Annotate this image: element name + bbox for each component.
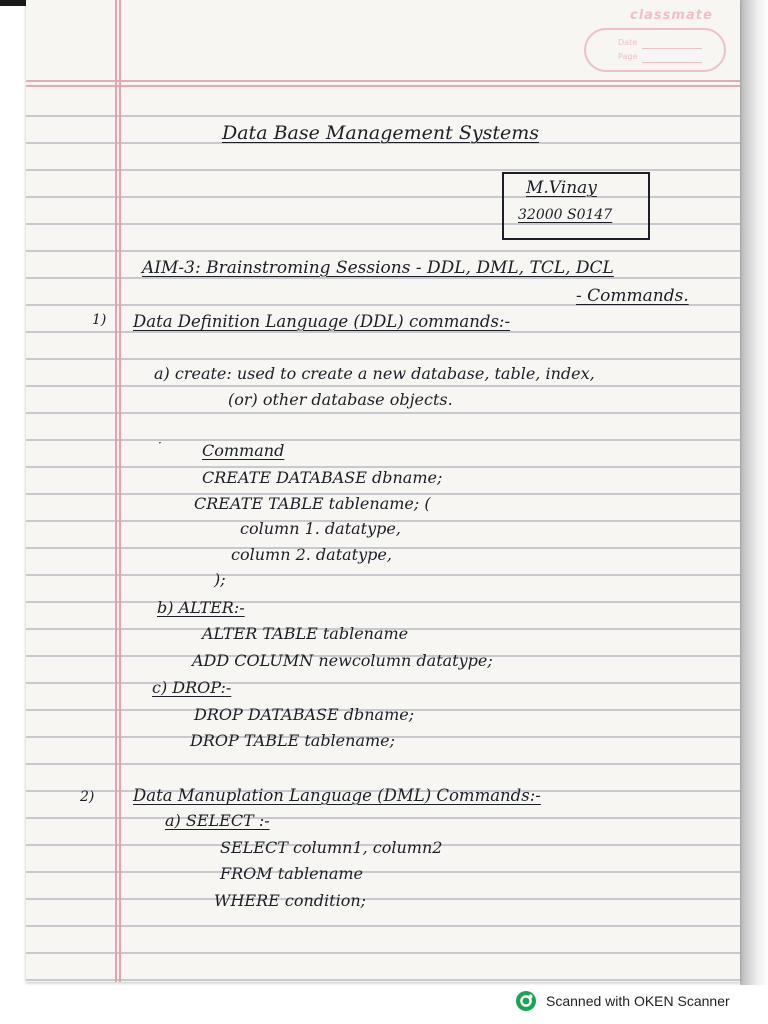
stamp-frame bbox=[584, 28, 726, 72]
bullet-dot: · bbox=[158, 436, 162, 450]
notebook-stamp bbox=[582, 8, 726, 74]
code-line: CREATE TABLE tablename; ( bbox=[194, 494, 431, 513]
select-heading: a) SELECT :- bbox=[165, 811, 270, 830]
code-line: column 2. datatype, bbox=[231, 545, 392, 564]
scan-right-shadow bbox=[740, 0, 768, 985]
header-rule bbox=[26, 80, 740, 82]
command-label: Command bbox=[202, 441, 285, 460]
create-description: a) create: used to create a new database, table, index, bbox=[154, 364, 595, 383]
code-line: WHERE condition; bbox=[214, 891, 367, 910]
create-description-continued: (or) other database objects. bbox=[228, 390, 453, 409]
stamp-brand: classmate bbox=[630, 8, 713, 23]
code-line: ); bbox=[214, 570, 226, 589]
aim-heading-continued: - Commands. bbox=[576, 286, 689, 306]
stamp-date-rule bbox=[642, 48, 702, 49]
notebook-page bbox=[26, 0, 740, 982]
oken-scanner-logo-icon bbox=[516, 991, 536, 1011]
page-title: Data Base Management Systems bbox=[222, 122, 539, 144]
scanner-watermark bbox=[516, 990, 730, 1012]
section-1-number: 1) bbox=[92, 312, 107, 328]
oken-logo-glyph bbox=[516, 991, 536, 1011]
alter-heading: b) ALTER:- bbox=[157, 598, 245, 617]
stamp-page-rule bbox=[642, 62, 702, 63]
scanner-text: Scanned with OKEN Scanner bbox=[546, 993, 730, 1009]
code-line: ALTER TABLE tablename bbox=[202, 624, 409, 643]
code-line: ADD COLUMN newcolumn datatype; bbox=[192, 651, 493, 670]
aim-heading: AIM-3: Brainstroming Sessions - DDL, DML, TCL, DCL bbox=[142, 258, 614, 278]
student-name: M.Vinay bbox=[526, 178, 597, 198]
code-line: column 1. datatype, bbox=[240, 519, 401, 538]
drop-heading: c) DROP:- bbox=[152, 678, 232, 697]
code-line: SELECT column1, column2 bbox=[220, 838, 443, 857]
stamp-page-label: Page bbox=[618, 52, 638, 61]
margin-line bbox=[115, 0, 117, 982]
section-2-number: 2) bbox=[80, 789, 95, 805]
code-line: CREATE DATABASE dbname; bbox=[202, 468, 443, 487]
code-line: FROM tablename bbox=[220, 864, 364, 883]
code-line: DROP DATABASE dbname; bbox=[194, 705, 415, 724]
code-line: DROP TABLE tablename; bbox=[190, 731, 396, 750]
student-roll: 32000 S0147 bbox=[518, 207, 613, 223]
header-rule-second bbox=[26, 85, 740, 87]
margin-line-second bbox=[119, 0, 121, 982]
section-1-heading: Data Definition Language (DDL) commands:- bbox=[133, 312, 511, 331]
stamp-date-label: Date bbox=[618, 38, 638, 47]
section-2-heading: Data Manuplation Language (DML) Commands:- bbox=[133, 786, 541, 805]
